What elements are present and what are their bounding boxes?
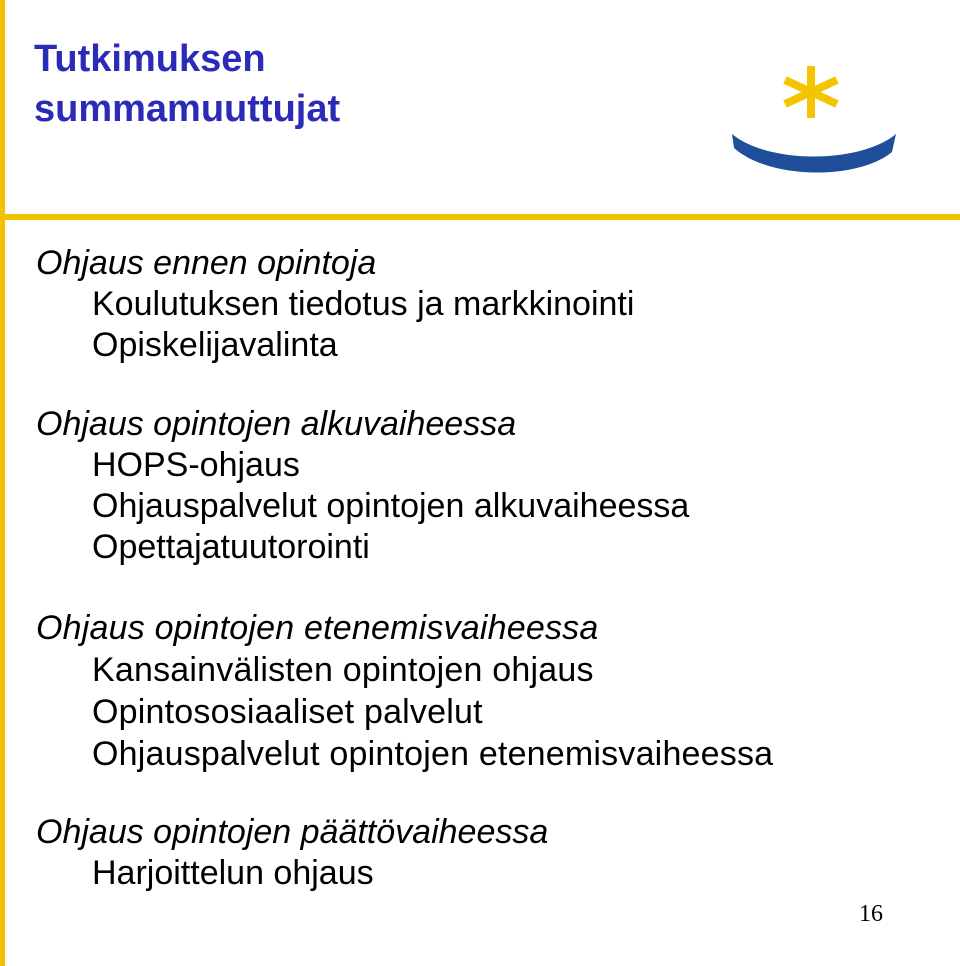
section-final-phase: [36, 812, 946, 894]
header-divider: [0, 214, 960, 220]
title-line-1: Tutkimuksen: [34, 38, 266, 80]
title-line-2: summamuuttujat: [34, 88, 341, 130]
section-heading: Ohjaus opintojen päättövaiheessa: [36, 813, 549, 851]
section-progress-phase: [36, 607, 946, 775]
star-over-arc-logo: [728, 56, 900, 176]
list-item: Ohjauspalvelut opintojen alkuvaiheessa: [92, 487, 690, 525]
section-heading: Ohjaus ennen opintoja: [36, 244, 377, 282]
list-item: HOPS-ohjaus: [92, 446, 300, 484]
list-item: Opintososiaaliset palvelut: [92, 693, 483, 731]
list-item: Opettajatuutorointi: [92, 528, 370, 566]
list-item: Ohjauspalvelut opintojen etenemisvaiheessa: [92, 735, 774, 773]
section-heading: Ohjaus opintojen alkuvaiheessa: [36, 405, 517, 443]
page-number: 16: [859, 901, 883, 927]
list-item: Koulutuksen tiedotus ja markkinointi: [92, 285, 635, 323]
page-title: [34, 34, 340, 134]
blue-arc-icon: [732, 134, 896, 173]
list-item: Kansainvälisten opintojen ohjaus: [92, 651, 594, 689]
section-before-studies: [36, 243, 946, 366]
section-initial-phase: [36, 404, 946, 568]
slide-content: [36, 243, 946, 894]
list-item: Opiskelijavalinta: [92, 326, 338, 364]
left-accent-rule: [0, 0, 5, 966]
section-heading: Ohjaus opintojen etenemisvaiheessa: [36, 609, 599, 647]
list-item: Harjoittelun ohjaus: [92, 854, 374, 892]
asterisk-star-icon: [785, 66, 837, 118]
